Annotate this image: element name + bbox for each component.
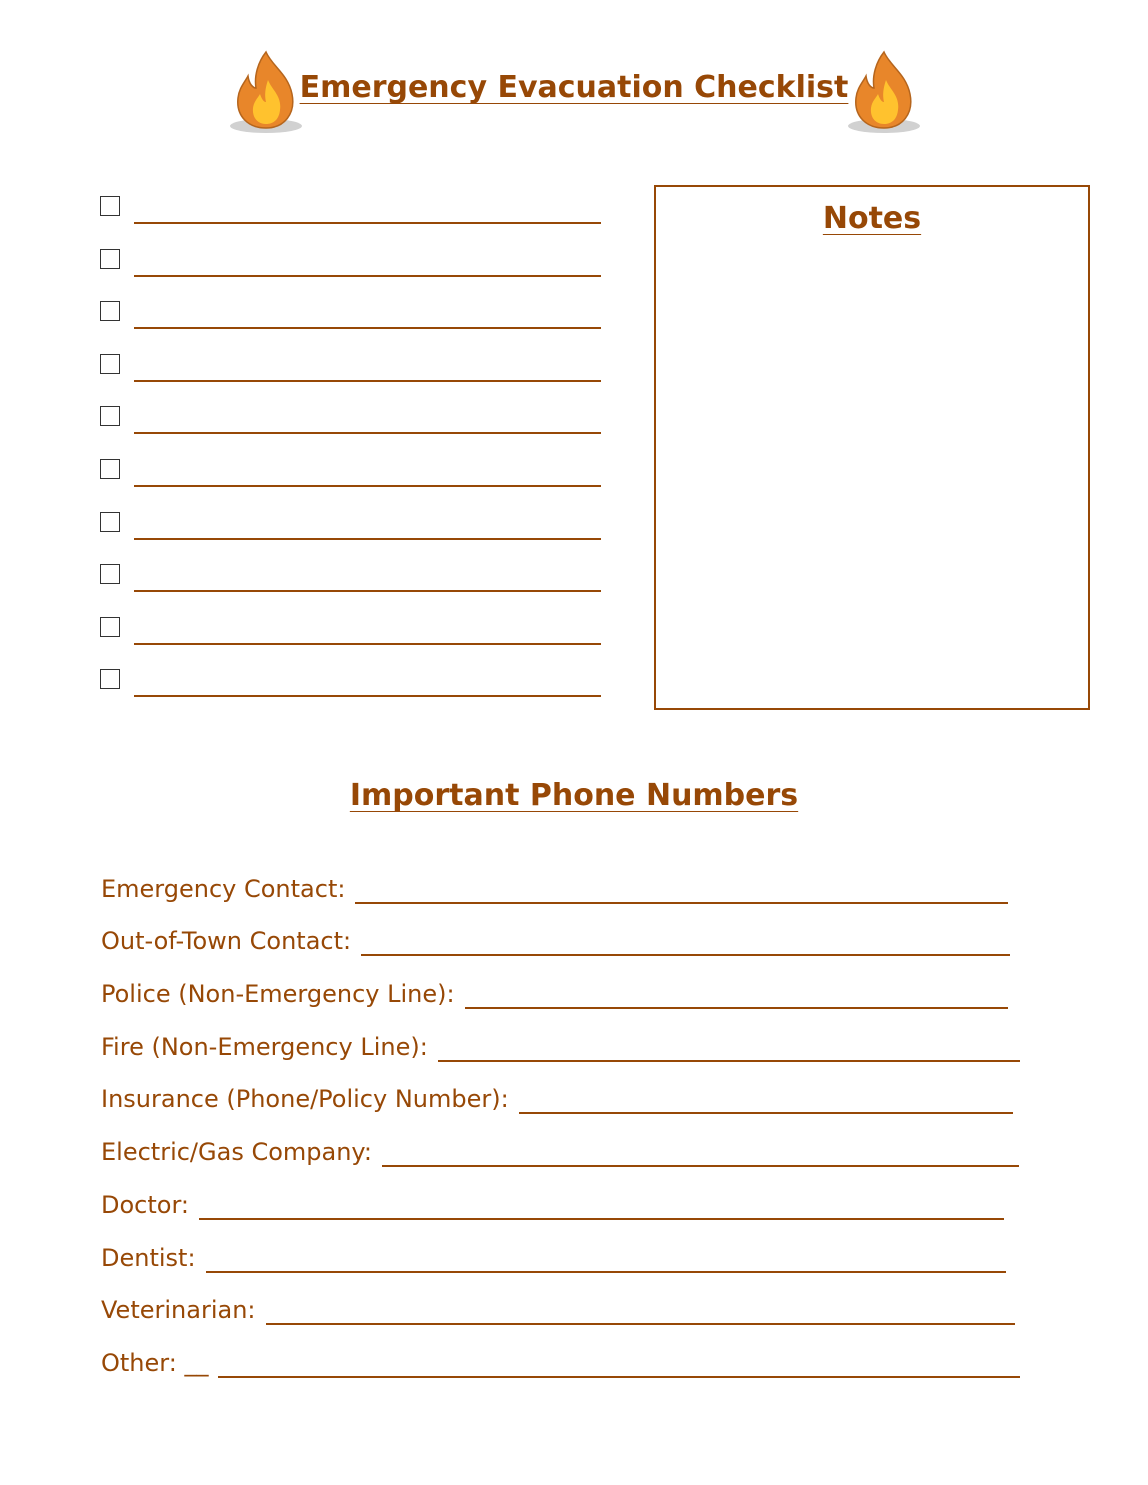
phone-field-label: Emergency Contact: xyxy=(101,874,346,903)
phone-field-row xyxy=(101,1116,1031,1169)
phone-field-blank[interactable] xyxy=(465,1007,1008,1009)
page-title-text: Emergency Evacuation Checklist xyxy=(299,70,849,105)
checklist xyxy=(100,193,605,719)
phone-field-row xyxy=(101,1275,1031,1328)
checklist-item-blank[interactable] xyxy=(134,538,601,540)
checklist-item-blank[interactable] xyxy=(134,327,601,329)
checklist-item xyxy=(100,561,605,614)
phone-field-label: Fire (Non-Emergency Line): xyxy=(101,1032,428,1061)
phone-number-list xyxy=(101,853,1031,1380)
phone-field-label: Police (Non-Emergency Line): xyxy=(101,980,455,1009)
checklist-item xyxy=(100,193,605,246)
checklist-item-blank[interactable] xyxy=(134,485,601,487)
phone-field-label: Doctor: xyxy=(101,1190,189,1219)
page-title xyxy=(0,70,1148,105)
checkbox[interactable] xyxy=(100,196,120,216)
checklist-item xyxy=(100,456,605,509)
phone-field-blank[interactable] xyxy=(519,1112,1013,1114)
phone-field-row xyxy=(101,906,1031,959)
checkbox[interactable] xyxy=(100,406,120,426)
phone-field-blank[interactable] xyxy=(382,1165,1019,1167)
checklist-item xyxy=(100,666,605,719)
phone-field-row xyxy=(101,853,1031,906)
checklist-item-blank[interactable] xyxy=(134,222,601,224)
checklist-item-blank[interactable] xyxy=(134,275,601,277)
checklist-item xyxy=(100,614,605,667)
checkbox[interactable] xyxy=(100,459,120,479)
phone-field-label: Insurance (Phone/Policy Number): xyxy=(101,1085,509,1114)
phone-field-blank[interactable] xyxy=(361,954,1010,956)
checkbox[interactable] xyxy=(100,669,120,689)
phone-field-blank[interactable] xyxy=(438,1060,1020,1062)
phone-field-blank[interactable] xyxy=(266,1323,1015,1325)
phone-field-blank[interactable] xyxy=(218,1376,1020,1378)
phone-field-label: Electric/Gas Company: xyxy=(101,1138,372,1167)
phone-numbers-heading xyxy=(0,778,1148,813)
checkbox[interactable] xyxy=(100,564,120,584)
checklist-item-blank[interactable] xyxy=(134,643,601,645)
checklist-item xyxy=(100,351,605,404)
notes-title xyxy=(656,201,1088,236)
checkbox[interactable] xyxy=(100,617,120,637)
phone-field-label: Veterinarian: xyxy=(101,1296,256,1325)
phone-field-label: Out-of-Town Contact: xyxy=(101,927,352,956)
phone-field-row xyxy=(101,958,1031,1011)
checklist-item xyxy=(100,403,605,456)
checkbox[interactable] xyxy=(100,512,120,532)
phone-field-blank[interactable] xyxy=(206,1271,1006,1273)
notes-box[interactable] xyxy=(654,185,1090,710)
phone-field-blank[interactable] xyxy=(199,1218,1004,1220)
checkbox[interactable] xyxy=(100,301,120,321)
checkbox[interactable] xyxy=(100,354,120,374)
phone-field-row xyxy=(101,1222,1031,1275)
checklist-item xyxy=(100,509,605,562)
phone-field-row xyxy=(101,1064,1031,1117)
checklist-item-blank[interactable] xyxy=(134,380,601,382)
checkbox[interactable] xyxy=(100,249,120,269)
checklist-item-blank[interactable] xyxy=(134,590,601,592)
phone-field-row xyxy=(101,1011,1031,1064)
phone-field-row xyxy=(101,1327,1031,1380)
phone-field-row xyxy=(101,1169,1031,1222)
notes-title-text: Notes xyxy=(822,201,922,236)
phone-field-blank[interactable] xyxy=(355,902,1008,904)
checklist-item xyxy=(100,246,605,299)
checklist-item-blank[interactable] xyxy=(134,432,601,434)
checklist-item xyxy=(100,298,605,351)
checklist-item-blank[interactable] xyxy=(134,695,601,697)
phone-field-label: Dentist: xyxy=(101,1243,196,1272)
fire-icon xyxy=(844,46,924,138)
phone-field-label: Other: __ xyxy=(101,1348,209,1377)
phone-numbers-heading-text: Important Phone Numbers xyxy=(349,778,799,813)
